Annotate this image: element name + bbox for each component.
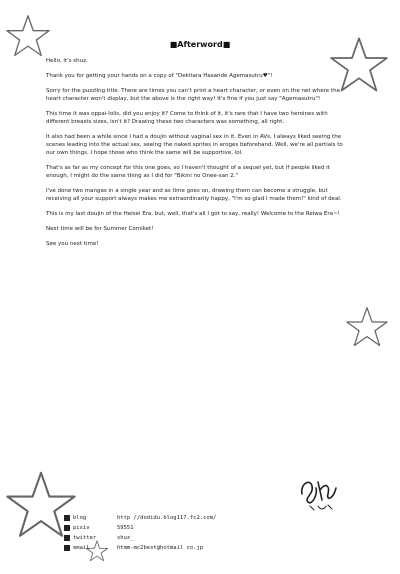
paragraph-heroines: This time it was oppai-lolis, did you enjoy it? Come to think of it, it's rare that I have two heroines with different breasts sizes, isn't it? Drawing these two characters was something, all right. — [46, 111, 328, 125]
paragraph-farewell: See you next time! — [46, 241, 99, 247]
bullet-icon — [64, 535, 70, 541]
paragraph-next: Next time will be for Summer Comiket! — [46, 226, 154, 232]
link-value-pixiv: 59551 — [117, 525, 134, 531]
star-top-left-icon — [6, 14, 50, 58]
afterword-body — [46, 57, 346, 255]
bullet-icon — [64, 515, 70, 521]
paragraph-concept: That's as far as my concept for this one goes, so I haven't thought of a sequel yet, but if people liked it enough, I might do the same thing as I did for "Bikini no Onee-san 2." — [46, 165, 330, 179]
link-row-pixiv — [64, 523, 216, 533]
page-title: ■Afterword■ — [169, 40, 231, 49]
paragraph-title-note: Sorry for the puzzling title. There are times you can't print a heart character, or even on the net where the heart character won't display, but the above is the right way! It's fine if you just say "Agemasutru"! — [46, 88, 340, 102]
paragraph-thanks: Thank you for getting your hands on a copy of "Dekitara Hasande Agemasutru♥"! — [46, 73, 273, 79]
star-right-middle-icon — [346, 306, 388, 348]
link-value-blog: http //dodidu.blog117.fc2.com/ — [117, 515, 217, 521]
link-row-blog — [64, 513, 216, 523]
author-signature-icon — [296, 472, 340, 512]
contact-links — [64, 513, 216, 553]
link-label-email: email — [73, 545, 90, 551]
link-label-twitter: twitter — [73, 535, 97, 541]
paragraph-greeting: Hello, it's shuz. — [46, 58, 88, 64]
link-label-blog: blog — [73, 515, 87, 521]
link-row-twitter — [64, 533, 216, 543]
link-value-email: htmm-mc2best@hotmail co.jp — [117, 545, 204, 551]
link-row-email — [64, 543, 216, 553]
paragraph-doujin: It also had been a while since I had a doujin without vaginal sex in it. Even in AVs, I always liked seeing the scenes leading into the actual sex, seeing the naked sprites in eroges beforehand. Well, we're all partials to our own things. I hope those who think the same will be supportive, lol. — [46, 134, 343, 156]
link-value-twitter: shuz_ — [117, 535, 134, 541]
bullet-icon — [64, 545, 70, 551]
link-label-pixiv: pixiv — [73, 525, 90, 531]
paragraph-support: I've done two mangas in a single year and as time goes on, drawing them can become a struggle, but receiving all your support always makes me extraordinarily happy, "I'm so glad I made them!" kind of deal. — [46, 188, 342, 202]
paragraph-era: This is my last doujin of the Heisei Era, but, well, that's all I got to say, really! Welcome to the Reiwa Era~! — [46, 211, 340, 217]
bullet-icon — [64, 525, 70, 531]
